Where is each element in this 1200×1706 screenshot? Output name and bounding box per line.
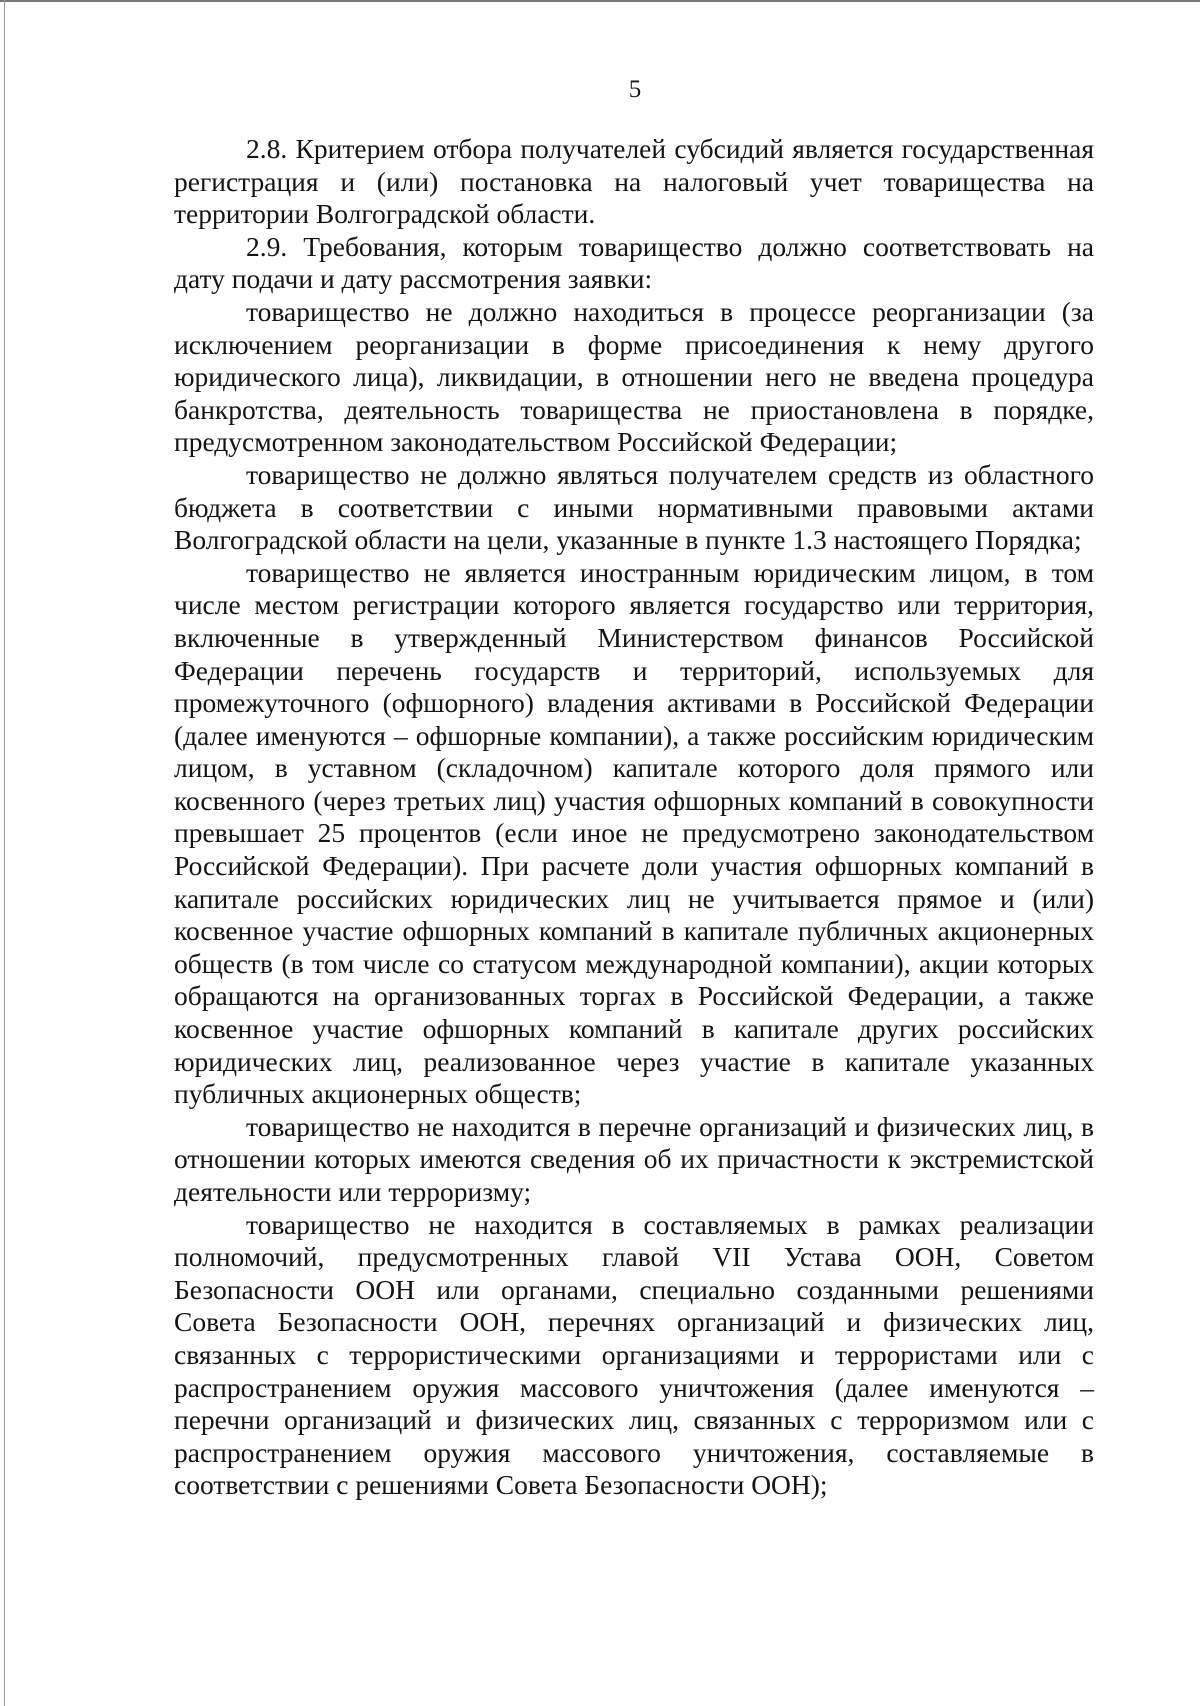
paragraph-2-8: 2.8. Критерием отбора получателей субсидий является государственная регистрация и (или) постановка на налоговый учет товарищества на территории Волгоградской области. [174,133,1094,230]
requirement-not-un-sanctioned: товарищество не находится в составляемых в рамках реализации полномочий, предусмотренных главой VII Устава ООН, Советом Безопасности ООН или органами, специально созданными решениями Совета Безопасности ООН, перечнях организаций и физических лиц, связанных с террористическими организациями и террористами или с распространением оружия массового уничтожения (далее именуются – перечни организаций и физических лиц, связанных с терроризмом или с распространением оружия массового уничтожения, составляемые в соответствии с решениями Совета Безопасности ООН); [174,1208,1094,1501]
scan-edge-left [4,0,5,1706]
paragraph-2-9: 2.9. Требования, которым товарищество должно соответствовать на дату подачи и дату рассмотрения заявки: [174,230,1094,295]
requirement-no-reorganization: товарищество не должно находиться в процессе реорганизации (за исключением реорганизации в форме присоединения к нему другого юридического лица), ликвидации, в отношении него не введена процедура банкротства, деятельность товарищества не приостановлена в порядке, предусмотренном законодательством Российской Федерации; [174,295,1094,458]
document-body [174,133,1094,1502]
requirement-not-extremist: товарищество не находится в перечне организаций и физических лиц, в отношении которых имеются сведения об их причастности к экстремистской деятельности или терроризму; [174,1110,1094,1207]
page-number: 5 [628,76,642,103]
scan-edge-top [0,0,1200,2]
requirement-no-other-funding: товарищество не должно являться получателем средств из областного бюджета в соответствии с иными нормативными правовыми актами Волгоградской области на цели, указанные в пункте 1.3 настоящего Порядка; [174,458,1094,556]
requirement-not-offshore: товарищество не является иностранным юридическим лицом, в том числе местом регистрации которого является государство или территория, включенные в утвержденный Министерством финансов Российской Федерации перечень государств и территорий, используемых для промежуточного (офшорного) владения активами в Российской Федерации (далее именуются – офшорные компании), а также российским юридическим лицом, в уставном (складочном) капитале которого доля прямого или косвенного (через третьих лиц) участия офшорных компаний в совокупности превышает 25 процентов (если иное не предусмотрено законодательством Российской Федерации). При расчете доли участия офшорных компаний в капитале российских юридических лиц не учитывается прямое и (или) косвенное участие офшорных компаний в капитале публичных акционерных обществ (в том числе со статусом международной компании), акции которых обращаются на организованных торгах в Российской Федерации, а также косвенное участие офшорных компаний в капитале других российских юридических лиц, реализованное через участие в капитале указанных публичных акционерных обществ; [174,556,1094,1110]
